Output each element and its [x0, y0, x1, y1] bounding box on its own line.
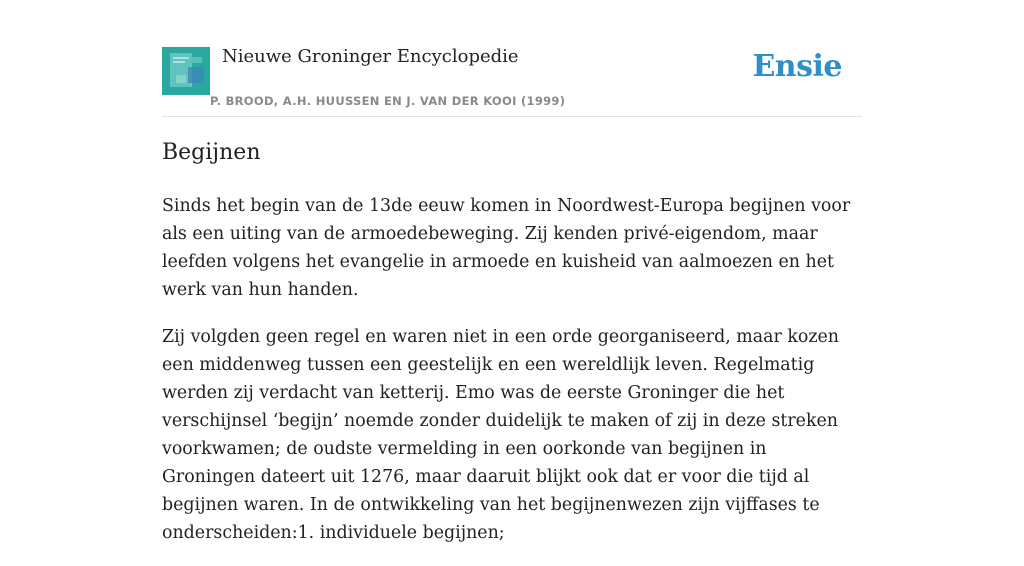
entry-title: Begijnen — [162, 140, 261, 165]
book-title-link[interactable]: Nieuwe Groninger Encyclopedie — [222, 46, 519, 67]
paragraph: Sinds het begin van de 13de eeuw komen in Noordwest-Europa begijnen voor als een uiting van de armoedebeweging. Zij kenden privé-eigendom, maar leefden volgens het evangelie in armoede en kuisheid van aalmoezen en het werk van hun handen. — [162, 196, 851, 300]
book-authors: P. BROOD, A.H. HUUSSEN EN J. VAN DER KOOI (1999) — [210, 94, 566, 108]
source-header — [162, 40, 862, 117]
ensie-logo-link[interactable]: Ensie — [752, 49, 842, 84]
entry-body — [162, 192, 862, 566]
paragraph: Zij volgden geen regel en waren niet in een orde georganiseerd, maar kozen een middenweg tussen een geestelijk en een wereldlijk leven. Regelmatig werden zij verdacht van ketterij. Emo was de eerste Groninger die het verschijnsel ‘begijn’ noemde zonder duidelijk te maken of zij in deze streken voorkwamen; de oudste vermelding in een oorkonde van begijnen in Groningen dateert uit 1276, maar daaruit blijkt ook dat er voor die tijd al begijnen waren. In de ontwikkeling van het begijnenwezen zijn vijffases te onderscheiden:1. individuele begijnen; — [162, 327, 839, 543]
book-cover-icon[interactable] — [162, 47, 210, 95]
